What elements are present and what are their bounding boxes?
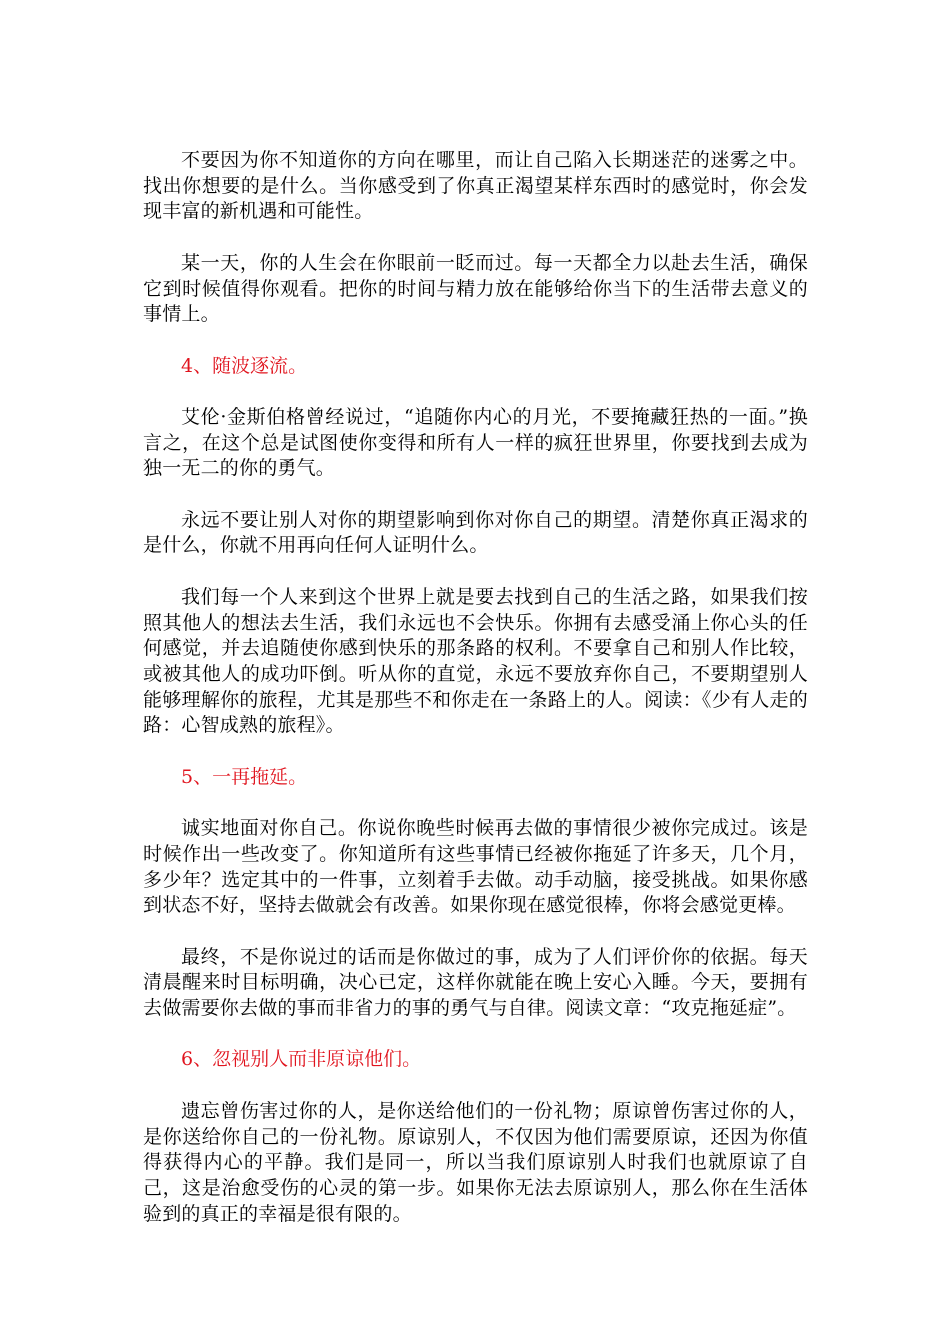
document-page: [143, 148, 808, 1227]
paragraph-gap: [143, 328, 808, 354]
paragraph-gap: [143, 379, 808, 405]
paragraph-gap: [143, 559, 808, 585]
paragraph-gap: [143, 790, 808, 816]
paragraph-life-flash: 某一天，你的人生会在你眼前一眨而过。每一天都全力以赴去生活，确保它到时候值得你观看。把你的时间与精力放在能够给你当下的生活带去意义的事情上。: [143, 251, 808, 326]
paragraph-actions: 最终，不是你说过的话而是你做过的事，成为了人们评价你的依据。每天清晨醒来时目标明确，决心已定，这样你就能在晚上安心入睡。今天，要拥有去做需要你去做的事而非省力的事的勇气与自律。阅读文章：“攻克拖延症”。: [143, 945, 808, 1020]
paragraph-gap: [143, 225, 808, 251]
heading-4: 4、随波逐流。: [181, 354, 308, 377]
heading-5: 5、一再拖延。: [181, 765, 308, 788]
paragraph-own-path: 我们每一个人来到这个世界上就是要去找到自己的生活之路，如果我们按照其他人的想法去生活，我们永远也不会快乐。你拥有去感受涌上你心头的任何感觉，并去追随使你感到快乐的那条路的权利。不要拿自己和别人作比较，或被其他人的成功吓倒。听从你的直觉，永远不要放弃你自己，不要期望别人能够理解你的旅程，尤其是那些不和你走在一条路上的人。阅读：《少有人走的路：心智成熟的旅程》。: [143, 585, 808, 737]
paragraph-gap: [143, 1073, 808, 1099]
paragraph-gap: [143, 919, 808, 945]
paragraph-forgiveness: 遗忘曾伤害过你的人，是你送给他们的一份礼物；原谅曾伤害过你的人，是你送给你自己的一份礼物。原谅别人，不仅因为他们需要原谅，还因为你值得获得内心的平静。我们是同一，所以当我们原谅别人时我们也就原谅了自己，这是治愈受伤的心灵的第一步。如果你无法去原谅别人，那么你在生活体验到的真正的幸福是很有限的。: [143, 1099, 808, 1225]
paragraph-ginsberg-quote: 艾伦·金斯伯格曾经说过，“追随你内心的月光，不要掩藏狂热的一面。”换言之，在这个总是试图使你变得和所有人一样的疯狂世界里，你要找到去成为独一无二的你的勇气。: [143, 405, 808, 480]
paragraph-direction: 不要因为你不知道你的方向在哪里，而让自己陷入长期迷茫的迷雾之中。找出你想要的是什么。当你感受到了你真正渴望某样东西时的感觉时，你会发现丰富的新机遇和可能性。: [143, 149, 808, 223]
paragraph-gap: [143, 1022, 808, 1048]
heading-6: 6、忽视别人而非原谅他们。: [181, 1048, 422, 1071]
paragraph-expectations: 永远不要让别人对你的期望影响到你对你自己的期望。清楚你真正渴求的是什么，你就不用再向任何人证明什么。: [143, 508, 808, 557]
paragraph-honesty: 诚实地面对你自己。你说你晚些时候再去做的事情很少被你完成过。该是时候作出一些改变了。你知道所有这些事情已经被你拖延了许多天，几个月，多少年？选定其中的一件事，立刻着手去做。动手动脑，接受挑战。如果你感到状态不好，坚持去做就会有改善。如果你现在感觉很棒，你将会感觉更棒。: [143, 817, 808, 917]
paragraph-gap: [143, 739, 808, 765]
paragraph-gap: [143, 482, 808, 508]
